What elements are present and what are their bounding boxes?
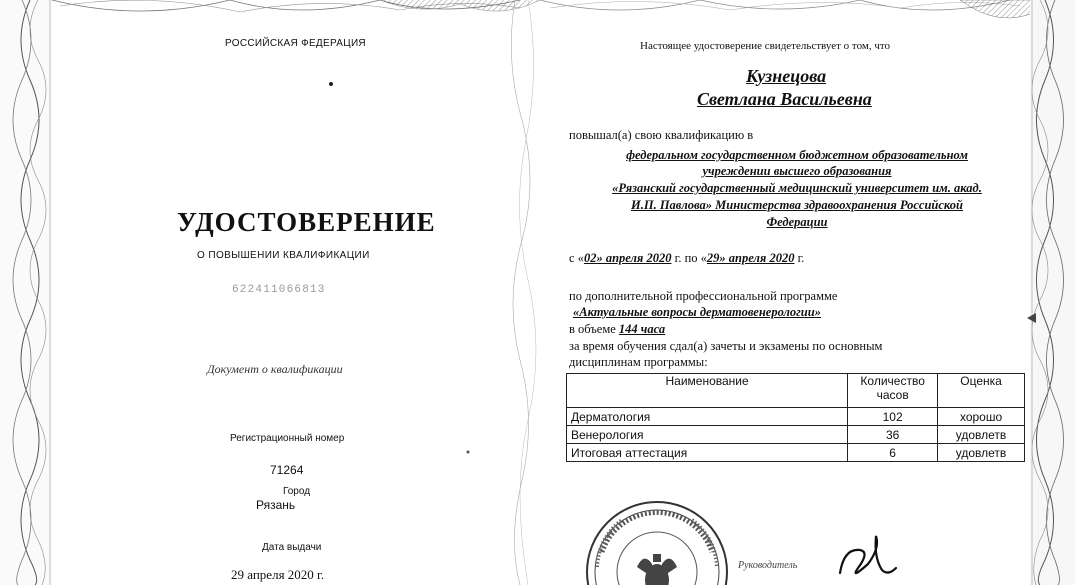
city-label: Город — [283, 486, 311, 497]
issue-date: 29 апреля 2020 г. — [231, 567, 325, 582]
subject-hours: 36 — [848, 426, 938, 444]
subject-name: Дерматология — [567, 408, 848, 426]
volume-hours: 144 часа — [618, 322, 666, 336]
subject-grade: удовлетв — [938, 426, 1025, 444]
training-period — [569, 251, 804, 266]
issue-date-label: Дата выдачи — [262, 542, 322, 553]
period-from-prefix: с « — [569, 251, 584, 265]
city-value: Рязань — [256, 498, 296, 512]
signature-icon — [830, 528, 900, 585]
certificate-intro: Настоящее удостоверение свидетельствует о том, что — [640, 40, 891, 52]
period-from-rest: » апреля 2020 — [596, 251, 672, 265]
holder-surname: Кузнецова — [746, 66, 827, 86]
program-volume — [569, 322, 665, 337]
table-row — [567, 444, 1025, 462]
table-row — [567, 426, 1025, 444]
institution-line-1: федеральном государственном бюджетном образовательном — [626, 148, 968, 162]
header-name: Наименование — [567, 374, 848, 408]
document-type: Документ о квалификации — [207, 362, 343, 376]
period-middle: г. по « — [671, 251, 707, 265]
volume-prefix: в объеме — [569, 322, 616, 336]
decorative-dot — [329, 82, 333, 86]
country-header: РОССИЙСКАЯ ФЕДЕРАЦИЯ — [225, 38, 366, 49]
registration-label: Регистрационный номер — [230, 433, 345, 444]
exams-line-1: за время обучения сдал(а) зачеты и экзамены по основным — [569, 339, 883, 353]
chair-label: Руководитель — [738, 560, 798, 571]
period-suffix: г. — [794, 251, 805, 265]
period-to-day: 29 — [706, 251, 720, 265]
subject-hours: 102 — [848, 408, 938, 426]
holder-given-names: Светлана Васильевна — [697, 89, 872, 109]
qualification-text: повышал(а) свою квалификацию в — [569, 128, 754, 142]
program-intro: по дополнительной профессиональной программе — [569, 289, 838, 303]
institution-line-5: Федерации — [766, 215, 828, 229]
header-grade: Оценка — [938, 374, 1025, 408]
institution-line-3: «Рязанский государственный медицинский университет им. акад. — [612, 181, 982, 195]
program-name: «Актуальные вопросы дерматовенерологии» — [573, 305, 821, 319]
period-to-rest: » апреля 2020 — [719, 251, 795, 265]
subject-grade: удовлетв — [938, 444, 1025, 462]
exams-line-2: дисциплинам программы: — [569, 355, 708, 369]
serial-number: 622411066813 — [232, 284, 326, 296]
subject-name: Венерология — [567, 426, 848, 444]
certificate-subtitle: О ПОВЫШЕНИИ КВАЛИФИКАЦИИ — [197, 250, 370, 261]
table-header-row — [567, 374, 1025, 408]
subject-hours: 6 — [848, 444, 938, 462]
table-row — [567, 408, 1025, 426]
certificate-title: УДОСТОВЕРЕНИЕ — [177, 207, 436, 237]
official-seal-icon — [582, 492, 732, 585]
registration-number: 71264 — [270, 463, 304, 477]
subjects-table — [566, 373, 1025, 462]
header-hours: Количество часов — [848, 374, 938, 408]
institution-line-4: И.П. Павлова» Министерства здравоохранения Российской — [631, 198, 963, 212]
institution-line-2: учреждении высшего образования — [702, 164, 892, 178]
subject-name: Итоговая аттестация — [567, 444, 848, 462]
subject-grade: хорошо — [938, 408, 1025, 426]
period-from-day: 02 — [583, 251, 597, 265]
